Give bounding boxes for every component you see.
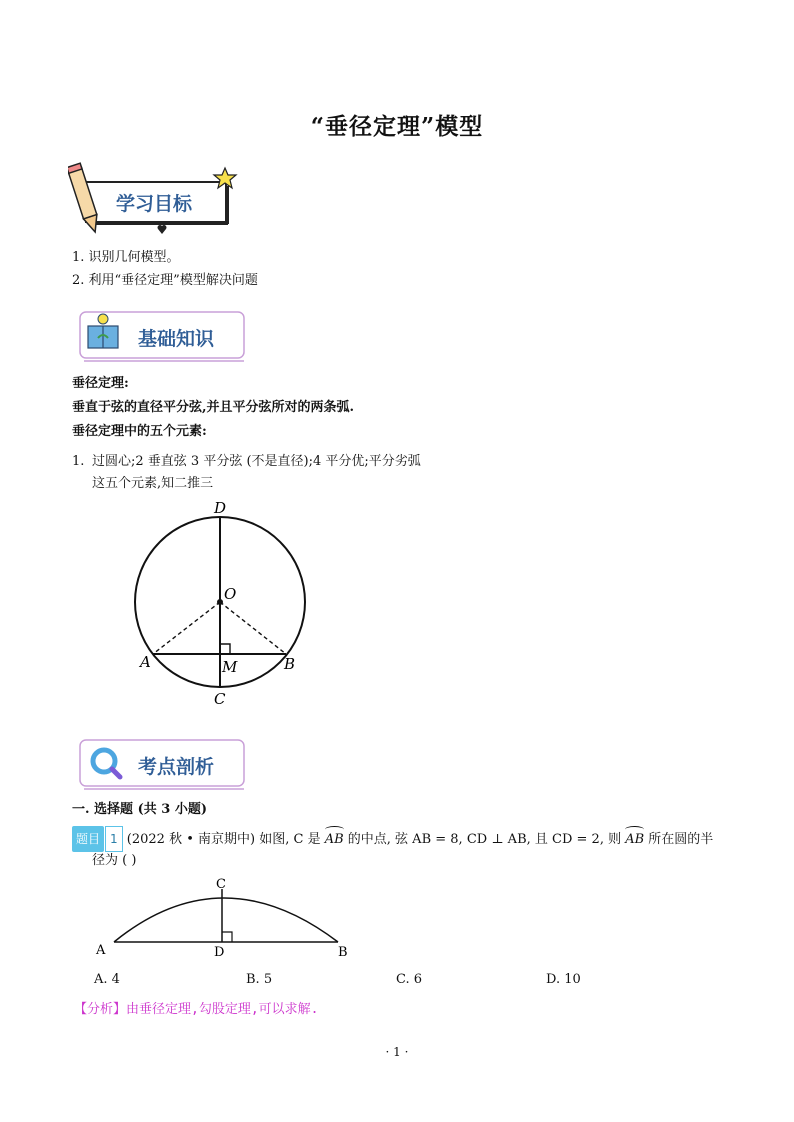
question-tag: 题目 [72,826,104,852]
page-title: “垂径定理”模型 [310,113,484,140]
label-d: D [214,499,227,517]
arc-ab-1: AB [325,828,344,852]
label-a: A [140,653,151,671]
label-c: C [214,690,226,706]
option-d[interactable]: D. 10 [546,972,581,987]
elements-item-line1: 过圆心;2 垂直弦 3 平分弦 (不是直径);4 平分优;平分劣弧 [92,454,421,469]
label-b2: B [338,945,348,960]
question-text-a: (2022 秋 • 南京期中) 如图, C 是 [126,832,325,847]
question-text-c: 所在圆的半 [644,832,714,847]
label-o: O [224,585,237,603]
elements-item-line2: 这五个元素,知二推三 [92,476,214,491]
analysis-text: 【分析】由垂径定理,勾股定理,可以求解. [74,1002,319,1017]
option-b[interactable]: B. 5 [246,972,273,987]
section-title-goals: 学习目标 [116,193,193,215]
option-a[interactable]: A. 4 [94,972,120,987]
section-title-knowledge: 基础知识 [138,328,215,350]
section-banner-goals [68,160,240,246]
label-c2: C [216,877,226,892]
label-d2: D [214,945,225,960]
label-a2: A [96,943,106,958]
page-number: · 1 · [385,1045,409,1059]
label-m: M [222,658,238,676]
section-banner-analysis [76,734,248,792]
question-1-line2: 径为 ( ) [92,853,137,868]
elements-heading: 垂径定理中的五个元素: [72,424,207,439]
option-c[interactable]: C. 6 [396,972,423,987]
question-text-b: 的中点, 弦 AB = 8, CD ⊥ AB, 且 CD = 2, 则 [343,832,626,847]
theorem-text: 垂直于弦的直径平分弦,并且平分弦所对的两条弧. [72,400,355,415]
label-b: B [284,655,296,673]
question-1 [72,826,713,852]
circle-diagram [120,496,320,706]
arc-diagram [92,872,362,962]
question-number: 1 [105,826,123,852]
section-title-analysis: 考点剖析 [138,756,215,778]
section-banner-knowledge [76,306,248,364]
goal-item-1: 1. 识别几何模型。 [72,250,180,265]
theorem-heading: 垂径定理: [72,376,129,391]
elements-item-number: 1. [72,454,85,469]
arc-ab-2: AB [625,828,644,852]
goal-item-2: 2. 利用“垂径定理”模型解决问题 [72,273,258,288]
exercise-heading: 一. 选择题 (共 3 小题) [72,802,207,817]
